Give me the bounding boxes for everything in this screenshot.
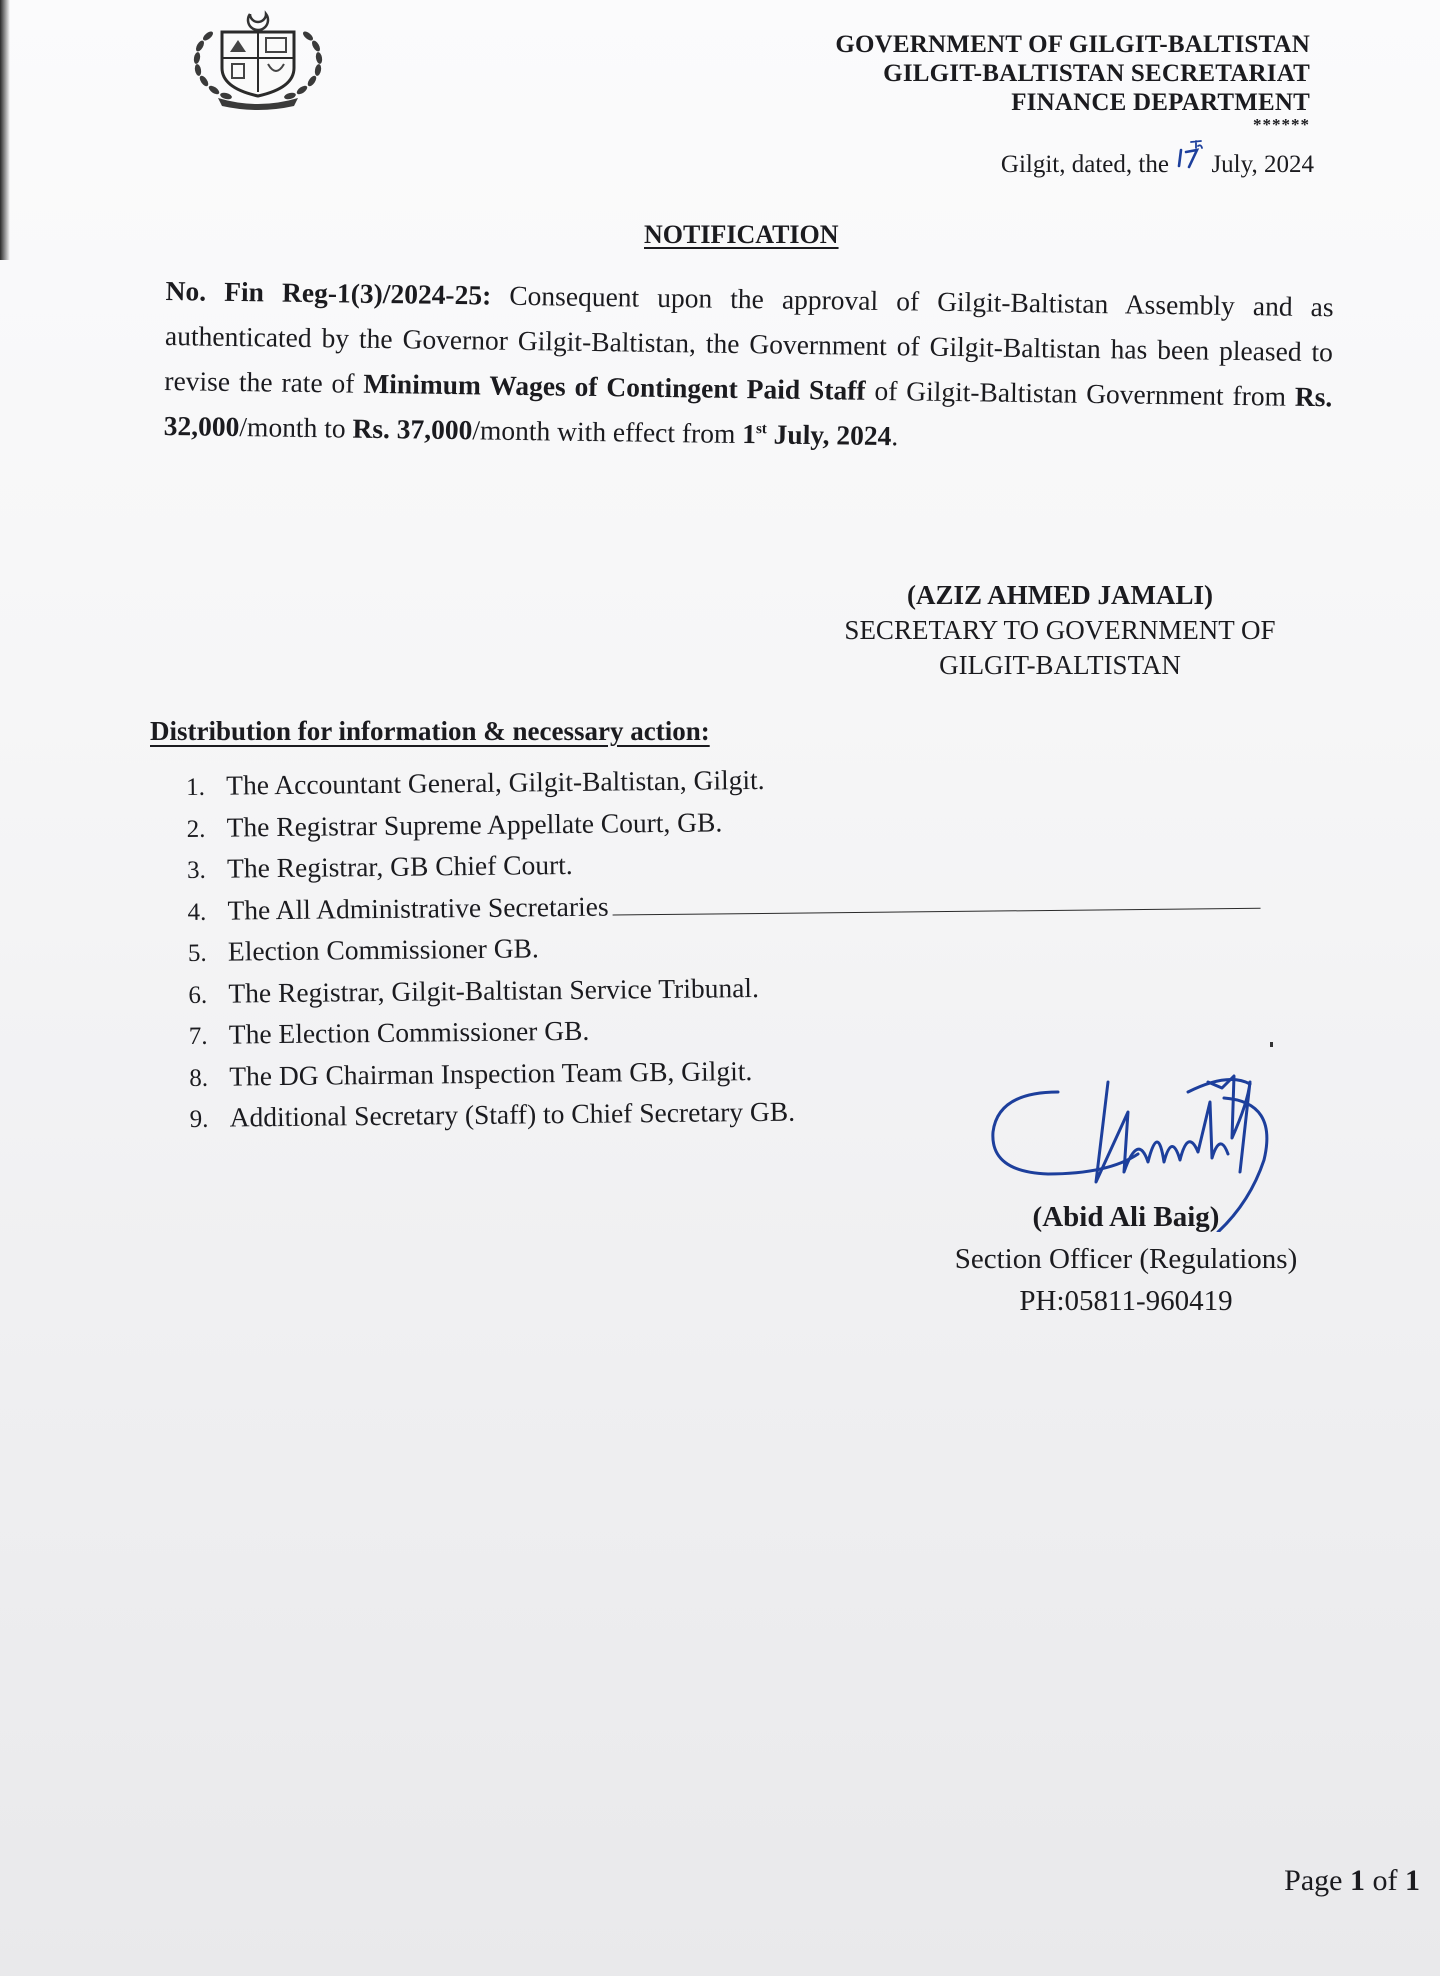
- list-item-number: 2.: [186, 815, 206, 843]
- list-item-text: The Registrar, Gilgit-Baltistan Service Tribunal.: [228, 971, 760, 1009]
- letterhead-line-3: FINANCE DEPARTMENT: [1011, 89, 1310, 116]
- ink-dot: [1270, 1042, 1273, 1047]
- secretary-title-2: GILGIT-BALTISTAN: [939, 650, 1181, 680]
- effect-date: [742, 418, 892, 451]
- list-item-text: The All Administrative Secretaries: [227, 890, 609, 926]
- old-rate: Rs. 32,000: [163, 380, 1333, 443]
- body-part-1: Consequent upon the approval of Gilgit-Baltistan Assembly and as authenticated by the Governor Gilgit-Baltistan, the Government of Gilgit-Baltistan has been pleased to revise the rate of: [164, 279, 1334, 399]
- distribution-title: Distribution for information & necessary action:: [150, 716, 710, 746]
- handwritten-date-day: [1175, 146, 1205, 176]
- effect-month: July, 2024: [766, 418, 892, 452]
- list-item-text: The Registrar Supreme Appellate Court, GB.: [226, 805, 723, 843]
- page-current: 1: [1350, 1864, 1365, 1897]
- officer-phone: PH:05811-960419: [1019, 1285, 1233, 1317]
- page-total: 1: [1405, 1864, 1420, 1897]
- body-period: .: [891, 420, 899, 452]
- letterhead-stars: ******: [1253, 115, 1310, 134]
- bold-subject: Minimum Wages of Contingent Paid Staff: [363, 367, 866, 406]
- list-item-number: 3.: [186, 856, 206, 884]
- page-mid: of: [1365, 1864, 1405, 1897]
- letterhead: [835, 30, 1310, 133]
- letterhead-line-2: GILGIT-BALTISTAN SECRETARIAT: [883, 60, 1310, 87]
- list-item-text: The Registrar, GB Chief Court.: [226, 848, 573, 884]
- list-item-number: 6.: [188, 981, 208, 1009]
- list-item-number: 9.: [189, 1105, 209, 1133]
- list-item-number: 1.: [186, 773, 206, 801]
- list-item-number: 8.: [189, 1064, 209, 1092]
- officer-block: [906, 1196, 1346, 1322]
- page-number: [1284, 1864, 1420, 1898]
- secretary-name: (AZIZ AHMED JAMALI): [906, 580, 1213, 610]
- list-item-text: Additional Secretary (Staff) to Chief Secretary GB.: [229, 1095, 796, 1133]
- notification-number: No. Fin Reg-1(3)/2024-25:: [165, 274, 492, 311]
- date-suffix: July, 2024: [1211, 151, 1314, 178]
- letterhead-line-1: GOVERNMENT OF GILGIT-BALTISTAN: [835, 31, 1310, 58]
- list-item-number: 7.: [188, 1022, 208, 1050]
- body-part-4: /month with effect from: [472, 414, 743, 450]
- effect-suffix: st: [755, 421, 767, 438]
- body-part-2: of Gilgit-Baltistan Government from: [865, 374, 1296, 412]
- list-item-text: The Election Commissioner GB.: [228, 1014, 590, 1050]
- new-rate: Rs. 37,000: [352, 412, 473, 446]
- underline-rule: [612, 883, 1260, 915]
- secretary-title-1: SECRETARY TO GOVERNMENT OF: [844, 615, 1276, 645]
- list-item-text: The Accountant General, Gilgit-Baltistan, Gilgit.: [226, 763, 765, 801]
- officer-title: Section Officer (Regulations): [954, 1243, 1298, 1275]
- list-item-text: The DG Chairman Inspection Team GB, Gilgit.: [229, 1054, 753, 1092]
- page-prefix: Page: [1284, 1864, 1350, 1897]
- officer-name: (Abid Ali Baig): [1032, 1201, 1220, 1233]
- list-item-number: 5.: [187, 939, 207, 967]
- dateline: [1001, 146, 1314, 179]
- effect-day: 1: [741, 418, 757, 450]
- gilgit-baltistan-emblem-icon: [188, 6, 328, 110]
- page-shadow-edge: [0, 0, 10, 260]
- notification-body: [163, 268, 1333, 464]
- list-item-number: 4.: [187, 898, 207, 926]
- secretary-block: [820, 578, 1300, 683]
- list-item-text: Election Commissioner GB.: [227, 932, 539, 967]
- notification-title: NOTIFICATION: [644, 220, 839, 249]
- date-prefix: Gilgit, dated, the: [1000, 151, 1169, 178]
- body-part-3: /month to: [239, 411, 353, 444]
